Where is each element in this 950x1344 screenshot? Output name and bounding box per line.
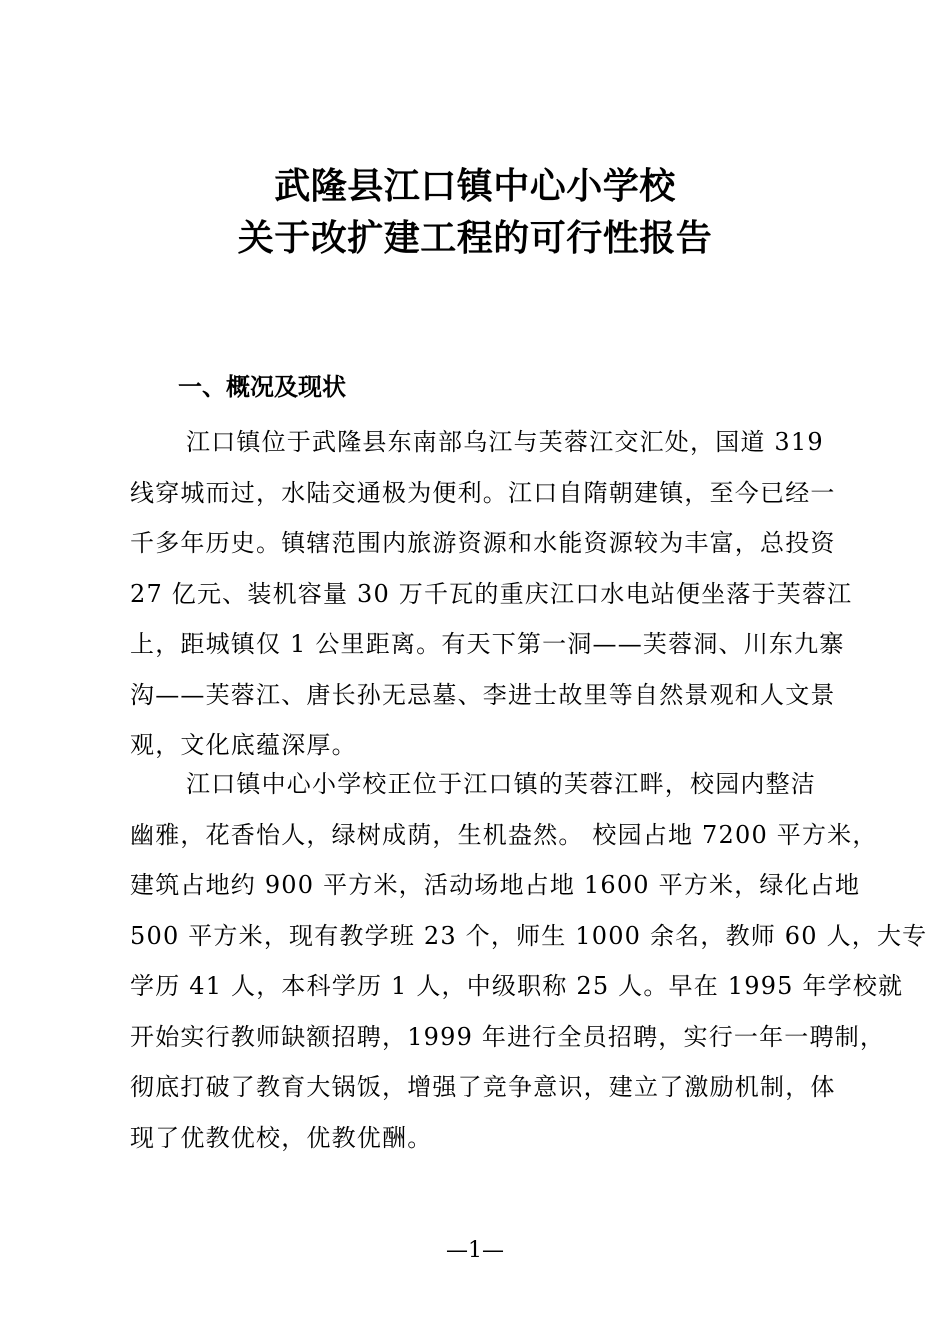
paragraph-line: 线穿城而过，水陆交通极为便利。江口自隋朝建镇，至今已经一 [130,478,836,507]
paragraph-line: 彻底打破了教育大锅饭，增强了竞争意识，建立了激励机制，体 [130,1073,836,1101]
paragraph-1 [130,417,853,771]
paragraph-line: 建筑占地约 900 平方米，活动场地占地 1600 平方米，绿化占地 [130,871,861,899]
paragraph-line: 千多年历史。镇辖范围内旅游资源和水能资源较为丰富，总投资 [130,529,836,557]
paragraph-line: 幽雅，花香怡人，绿树成荫，生机盎然。 校园占地 7200 平方米， [130,820,878,849]
paragraph-line: 观，文化底蕴深厚。 [130,731,357,759]
document-title-line-2: 关于改扩建工程的可行性报告 [237,218,713,259]
paragraph-2 [130,759,928,1163]
paragraph-line: 江口镇位于武隆县东南部乌江与芙蓉江交汇处，国道 319 [186,428,824,456]
document-title-line-1: 武隆县江口镇中心小学校 [274,166,676,207]
paragraph-line: 上，距城镇仅 1 公里距离。有天下第一洞——芙蓉洞、川东九寨 [130,630,845,658]
paragraph-line: 500 平方米，现有教学班 23 个，师生 1000 余名，教师 60 人，大专 [130,921,928,950]
paragraph-line: 27 亿元、装机容量 30 万千瓦的重庆江口水电站便坐落于芙蓉江 [130,579,853,608]
page-number: —1— [446,1238,504,1263]
section-heading: 一、概况及现状 [178,373,346,401]
paragraph-line: 沟——芙蓉江、唐长孙无忌墓、李进士故里等自然景观和人文景 [130,680,836,709]
paragraph-line: 江口镇中心小学校正位于江口镇的芙蓉江畔，校园内整洁 [186,770,816,798]
paragraph-line: 开始实行教师缺额招聘，1999 年进行全员招聘，实行一年一聘制， [130,1022,886,1051]
paragraph-line: 现了优教优校，优教优酬。 [130,1123,433,1152]
paragraph-line: 学历 41 人，本科学历 1 人，中级职称 25 人。早在 1995 年学校就 [130,972,904,1000]
